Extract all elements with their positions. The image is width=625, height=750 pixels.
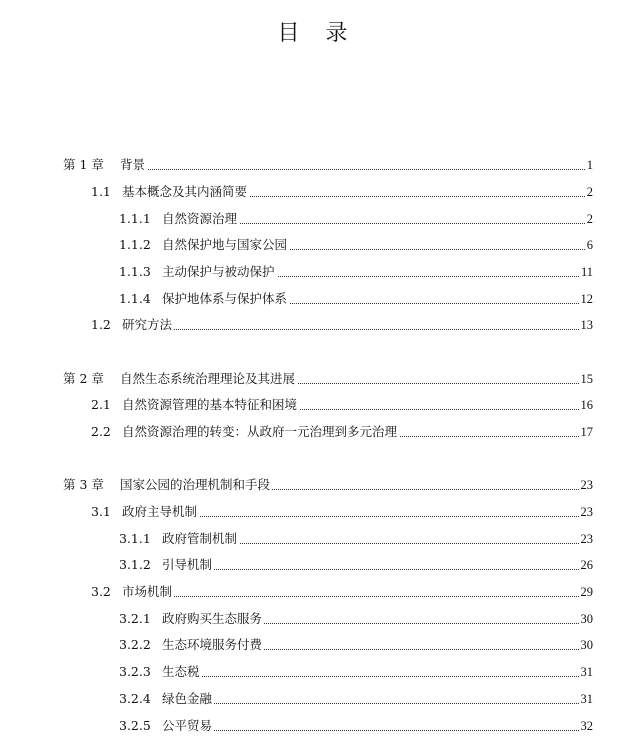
toc-number: 3.2.3 <box>119 664 151 679</box>
toc-leader <box>162 730 593 731</box>
toc-title: 自然保护地与国家公园 <box>162 235 289 255</box>
toc-page-number: 13 <box>579 315 594 335</box>
toc-leader <box>162 703 593 704</box>
toc-title: 国家公园的治理机制和手段 <box>120 475 272 495</box>
toc-page-number: 17 <box>579 422 594 442</box>
toc-page-number: 16 <box>579 395 594 415</box>
toc-title: 公平贸易 <box>162 716 214 736</box>
toc-number: 1.1.2 <box>119 237 151 252</box>
toc-title: 保护地体系与保护体系 <box>162 289 289 309</box>
toc-entry-subsection-1-1-4[interactable] <box>0 289 625 309</box>
toc-title: 背景 <box>120 155 147 175</box>
toc-entry-section-1-1[interactable] <box>0 182 625 202</box>
toc-page-number: 26 <box>579 555 594 575</box>
toc-page-number: 29 <box>579 582 594 602</box>
toc-title: 基本概念及其内涵简要 <box>122 182 249 202</box>
toc-page-number: 2 <box>585 209 593 229</box>
toc-leader <box>120 169 593 170</box>
toc-title: 政府管制机制 <box>162 529 239 549</box>
toc-title: 生态税 <box>162 662 202 682</box>
toc-page-number: 30 <box>579 635 594 655</box>
toc-number: 1.1 <box>91 184 111 199</box>
toc-title: 自然资源管理的基本特征和困境 <box>122 395 299 415</box>
toc-number: 1.1.3 <box>119 264 151 279</box>
toc-page-number: 23 <box>579 475 594 495</box>
toc-number: 3.2.2 <box>119 637 151 652</box>
toc-number: 3.1.2 <box>119 557 151 572</box>
toc-number: 2.1 <box>91 397 111 412</box>
toc-entry-section-2-1[interactable] <box>0 395 625 415</box>
toc-entry-subsection-3-1-2[interactable] <box>0 555 625 575</box>
toc-page-number: 12 <box>579 289 594 309</box>
toc-entry-subsection-3-2-5[interactable] <box>0 716 625 736</box>
toc-entry-subsection-3-2-2[interactable] <box>0 635 625 655</box>
toc-entry-section-3-2[interactable] <box>0 582 625 602</box>
toc-title: 研究方法 <box>122 315 174 335</box>
toc-leader <box>162 569 593 570</box>
toc-number: 第 2 章 <box>63 371 104 386</box>
toc-page-number: 23 <box>579 502 594 522</box>
toc-entry-section-2-2[interactable] <box>0 422 625 442</box>
toc-number: 1.2 <box>91 317 111 332</box>
toc-number: 1.1.4 <box>119 291 151 306</box>
toc-page-number: 1 <box>585 155 593 175</box>
toc-page-number: 32 <box>579 716 594 736</box>
title-char-1: 目 <box>277 21 300 46</box>
toc-title: 主动保护与被动保护 <box>162 262 277 282</box>
toc-entry-chapter-1[interactable] <box>0 155 625 175</box>
toc-title: 市场机制 <box>122 582 174 602</box>
toc-number: 3.1 <box>91 504 111 519</box>
toc-entry-subsection-3-2-3[interactable] <box>0 662 625 682</box>
toc-entry-subsection-1-1-3[interactable] <box>0 262 625 282</box>
toc-page-number: 31 <box>579 662 594 682</box>
toc-title: 自然资源治理的转变：从政府一元治理到多元治理 <box>122 422 399 442</box>
toc-entry-chapter-2[interactable] <box>0 369 625 389</box>
toc-number: 2.2 <box>91 424 111 439</box>
toc-entry-subsection-1-1-1[interactable] <box>0 209 625 229</box>
toc-entry-section-3-1[interactable] <box>0 502 625 522</box>
toc-title: 生态环境服务付费 <box>162 635 264 655</box>
toc-page-number: 15 <box>579 369 594 389</box>
toc-number: 3.2.5 <box>119 718 151 733</box>
toc-number: 第 1 章 <box>63 157 104 172</box>
toc-number: 3.1.1 <box>119 531 151 546</box>
toc-title: 自然生态系统治理理论及其进展 <box>120 369 297 389</box>
toc-entry-section-1-2[interactable] <box>0 315 625 335</box>
toc-number: 第 3 章 <box>63 477 104 492</box>
toc-number: 3.2.4 <box>119 691 151 706</box>
toc-page-number: 23 <box>579 529 594 549</box>
toc-title: 政府购买生态服务 <box>162 609 264 629</box>
toc-leader <box>122 596 593 597</box>
toc-number: 3.2 <box>91 584 111 599</box>
toc-entry-subsection-3-2-4[interactable] <box>0 689 625 709</box>
toc-title: 绿色金融 <box>162 689 214 709</box>
toc-entry-subsection-3-1-1[interactable] <box>0 529 625 549</box>
toc-page-number: 30 <box>579 609 594 629</box>
toc-entry-subsection-1-1-2[interactable] <box>0 235 625 255</box>
toc-title: 政府主导机制 <box>122 502 199 522</box>
toc-leader <box>122 329 593 330</box>
toc-page-number: 31 <box>579 689 594 709</box>
toc-title: 自然资源治理 <box>162 209 239 229</box>
toc-leader <box>162 676 593 677</box>
toc-number: 1.1.1 <box>119 211 151 226</box>
title-char-2: 录 <box>325 21 348 46</box>
toc-entry-subsection-3-2-1[interactable] <box>0 609 625 629</box>
toc-number: 3.2.1 <box>119 611 151 626</box>
toc-entry-chapter-3[interactable] <box>0 475 625 495</box>
toc-page-number: 11 <box>579 262 593 282</box>
toc-page-number: 2 <box>585 182 593 202</box>
toc-title: 引导机制 <box>162 555 214 575</box>
toc-page-number: 6 <box>585 235 593 255</box>
